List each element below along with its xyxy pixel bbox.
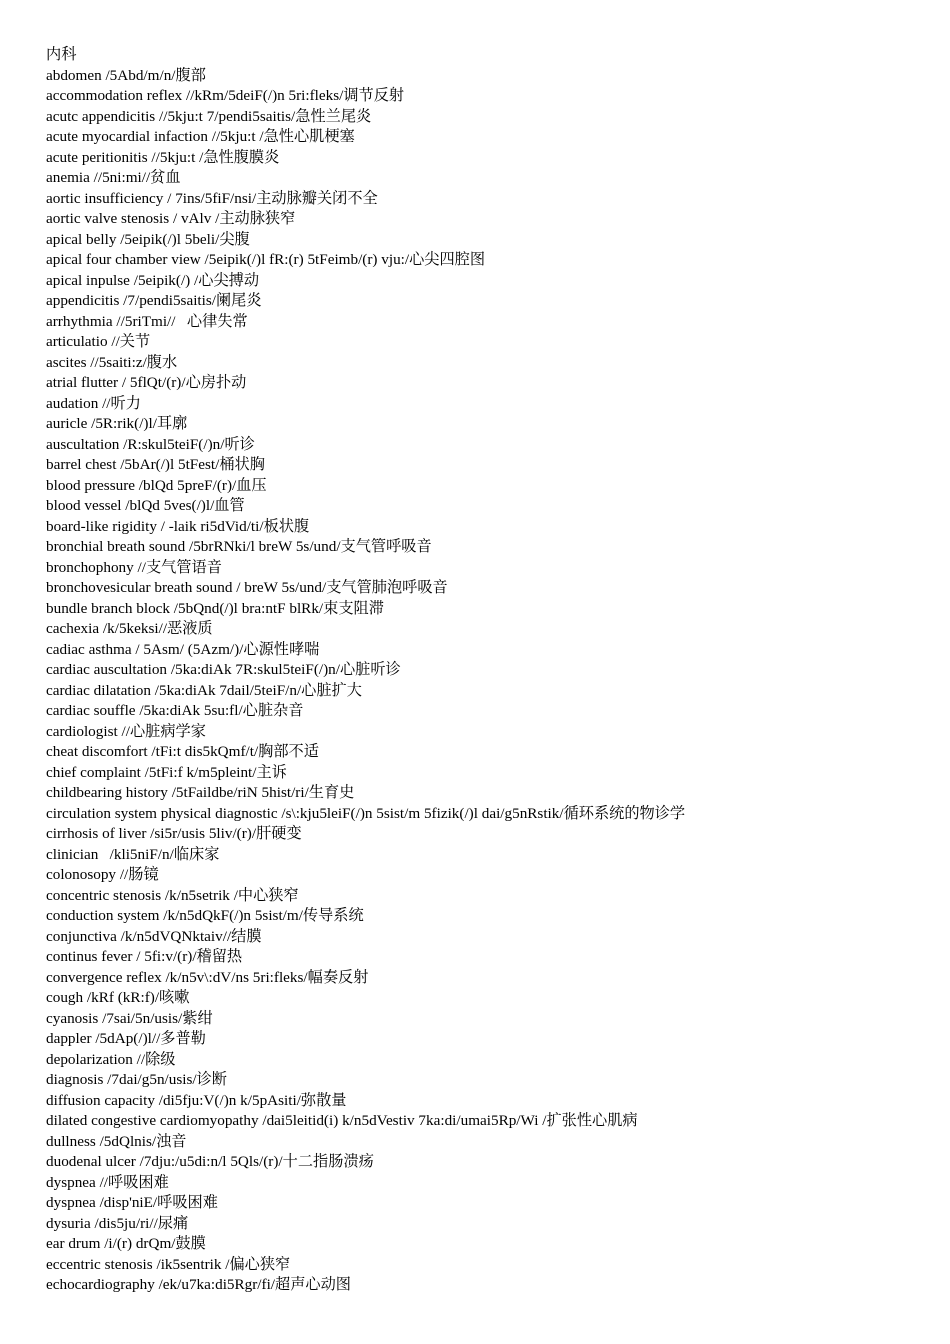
glossary-entry: ear drum /i/(r) drQm/鼓膜 xyxy=(46,1235,206,1252)
glossary-entry: auricle /5R:rik(/)l/耳廓 xyxy=(46,415,188,432)
glossary-entry: bundle branch block /5bQnd(/)l bra:ntF blRk/束支阻滞 xyxy=(46,599,384,617)
section-heading: 内科 xyxy=(46,46,77,63)
glossary-entry: acute myocardial infaction //5kju:t /急性心肌梗塞 xyxy=(46,128,355,145)
glossary-entry: blood pressure /blQd 5preF/(r)/血压 xyxy=(46,476,267,494)
glossary-entry: dilated congestive cardiomyopathy /dai5leitid(i) k/n5dVestiv 7ka:di/umai5Rp/Wi /扩张性心肌病 xyxy=(46,1112,638,1129)
glossary-entry: bronchophony //支气管语音 xyxy=(46,558,222,576)
glossary-entry: arrhythmia //5riTmi// 心律失常 xyxy=(46,312,248,330)
glossary-entry: circulation system physical diagnostic /s\:kju5leiF(/)n 5sist/m 5fizik(/)l dai/g5nRstik/循环系统的物诊学 xyxy=(46,804,686,822)
glossary-entry: blood vessel /blQd 5ves(/)l/血管 xyxy=(46,497,245,514)
glossary-entry: cough /kRf (kR:f)/咳嗽 xyxy=(46,989,190,1006)
glossary-entry: cardiac souffle /5ka:diAk 5su:fl/心脏杂音 xyxy=(46,702,304,719)
glossary-entry: anemia //5ni:mi//贫血 xyxy=(46,169,181,186)
glossary-entry: dullness /5dQlnis/浊音 xyxy=(46,1132,187,1150)
glossary-entry: depolarization //除级 xyxy=(46,1050,176,1068)
glossary-entry: apical inpulse /5eipik(/) /心尖搏动 xyxy=(46,271,260,289)
glossary-entry: aortic insufficiency / 7ins/5fiF/nsi/主动脉瓣关闭不全 xyxy=(46,189,378,207)
glossary-entry: eccentric stenosis /ik5sentrik /偏心狭窄 xyxy=(46,1255,291,1273)
glossary-entry: acutc appendicitis //5kju:t 7/pendi5saitis/急性兰尾炎 xyxy=(46,107,372,125)
glossary-entry: cadiac asthma / 5Asm/ (5Azm/)/心源性哮喘 xyxy=(46,640,320,658)
glossary-entry: cachexia /k/5keksi//恶液质 xyxy=(46,620,213,637)
glossary-entry: board-like rigidity / -laik ri5dVid/ti/板状腹 xyxy=(46,517,310,535)
glossary-entry: concentric stenosis /k/n5setrik /中心狭窄 xyxy=(46,886,299,904)
glossary-entry: dyspnea /disp'niE/呼吸困难 xyxy=(46,1194,218,1211)
glossary-entry: audation //听力 xyxy=(46,394,141,412)
glossary-entry: dysuria /dis5ju/ri//尿痛 xyxy=(46,1214,189,1232)
glossary-entry: atrial flutter / 5flQt/(r)/心房扑动 xyxy=(46,374,247,391)
glossary-entry: cyanosis /7sai/5n/usis/紫绀 xyxy=(46,1009,213,1027)
glossary-entry: bronchovesicular breath sound / breW 5s/und/支气管肺泡呼吸音 xyxy=(46,579,448,596)
glossary-entry: diagnosis /7dai/g5n/usis/诊断 xyxy=(46,1071,227,1088)
glossary-entry: apical four chamber view /5eipik(/)l fR:(r) 5tFeimb/(r) vju:/心尖四腔图 xyxy=(46,251,486,268)
glossary-entry: continus fever / 5fi:v/(r)/稽留热 xyxy=(46,948,243,965)
glossary-entry: childbearing history /5tFaildbe/riN 5hist/ri/生育史 xyxy=(46,784,355,801)
glossary-entry: cheat discomfort /tFi:t dis5kQmf/t/胸部不适 xyxy=(46,743,319,760)
glossary-entry: convergence reflex /k/n5v\:dV/ns 5ri:fleks/幅奏反射 xyxy=(46,968,369,986)
glossary-entry: dyspnea //呼吸困难 xyxy=(46,1173,169,1191)
glossary-entry: conjunctiva /k/n5dVQNktaiv//结膜 xyxy=(46,927,262,945)
glossary-entry: barrel chest /5bAr(/)l 5tFest/桶状胸 xyxy=(46,456,265,473)
glossary-entry: cardiologist //心脏病学家 xyxy=(46,722,206,740)
glossary-entry: aortic valve stenosis / vAlv /主动脉狭窄 xyxy=(46,210,296,227)
glossary-entry: cirrhosis of liver /si5r/usis 5liv/(r)/肝硬变 xyxy=(46,825,302,842)
glossary-entry: clinician /kli5niF/n/临床家 xyxy=(46,845,220,863)
glossary-entry: acute peritionitis //5kju:t /急性腹膜炎 xyxy=(46,148,280,166)
glossary-entry: appendicitis /7/pendi5saitis/阑尾炎 xyxy=(46,292,262,309)
glossary-entry: auscultation /R:skul5teiF(/)n/听诊 xyxy=(46,435,255,453)
glossary-entry: chief complaint /5tFi:f k/m5pleint/主诉 xyxy=(46,763,287,781)
glossary-entry: ascites //5saiti:z/腹水 xyxy=(46,353,178,371)
glossary-entry: dappler /5dAp(/)l//多普勒 xyxy=(46,1030,206,1047)
glossary-entry: conduction system /k/n5dQkF(/)n 5sist/m/传导系统 xyxy=(46,907,364,924)
glossary-entry: duodenal ulcer /7dju:/u5di:n/l 5Qls/(r)/十二指肠溃疡 xyxy=(46,1153,374,1170)
glossary-entry: articulatio //关节 xyxy=(46,333,151,350)
glossary-entry: colonosopy //肠镜 xyxy=(46,866,159,883)
glossary-entry: accommodation reflex //kRm/5deiF(/)n 5ri:fleks/调节反射 xyxy=(46,87,405,104)
glossary-entry: cardiac auscultation /5ka:diAk 7R:skul5teiF(/)n/心脏听诊 xyxy=(46,661,401,678)
glossary-entry: abdomen /5Abd/m/n/腹部 xyxy=(46,66,206,84)
glossary-entry: cardiac dilatation /5ka:diAk 7dail/5teiF/n/心脏扩大 xyxy=(46,681,362,699)
glossary-entry: apical belly /5eipik(/)l 5beli/尖腹 xyxy=(46,230,250,248)
glossary-list xyxy=(46,66,926,1296)
glossary-entry: diffusion capacity /di5fju:V(/)n k/5pAsiti/弥散量 xyxy=(46,1091,347,1109)
document-page xyxy=(46,45,926,1296)
glossary-entry: echocardiography /ek/u7ka:di5Rgr/fi/超声心动图 xyxy=(46,1276,351,1293)
glossary-entry: bronchial breath sound /5brRNki/l breW 5s/und/支气管呼吸音 xyxy=(46,538,432,555)
